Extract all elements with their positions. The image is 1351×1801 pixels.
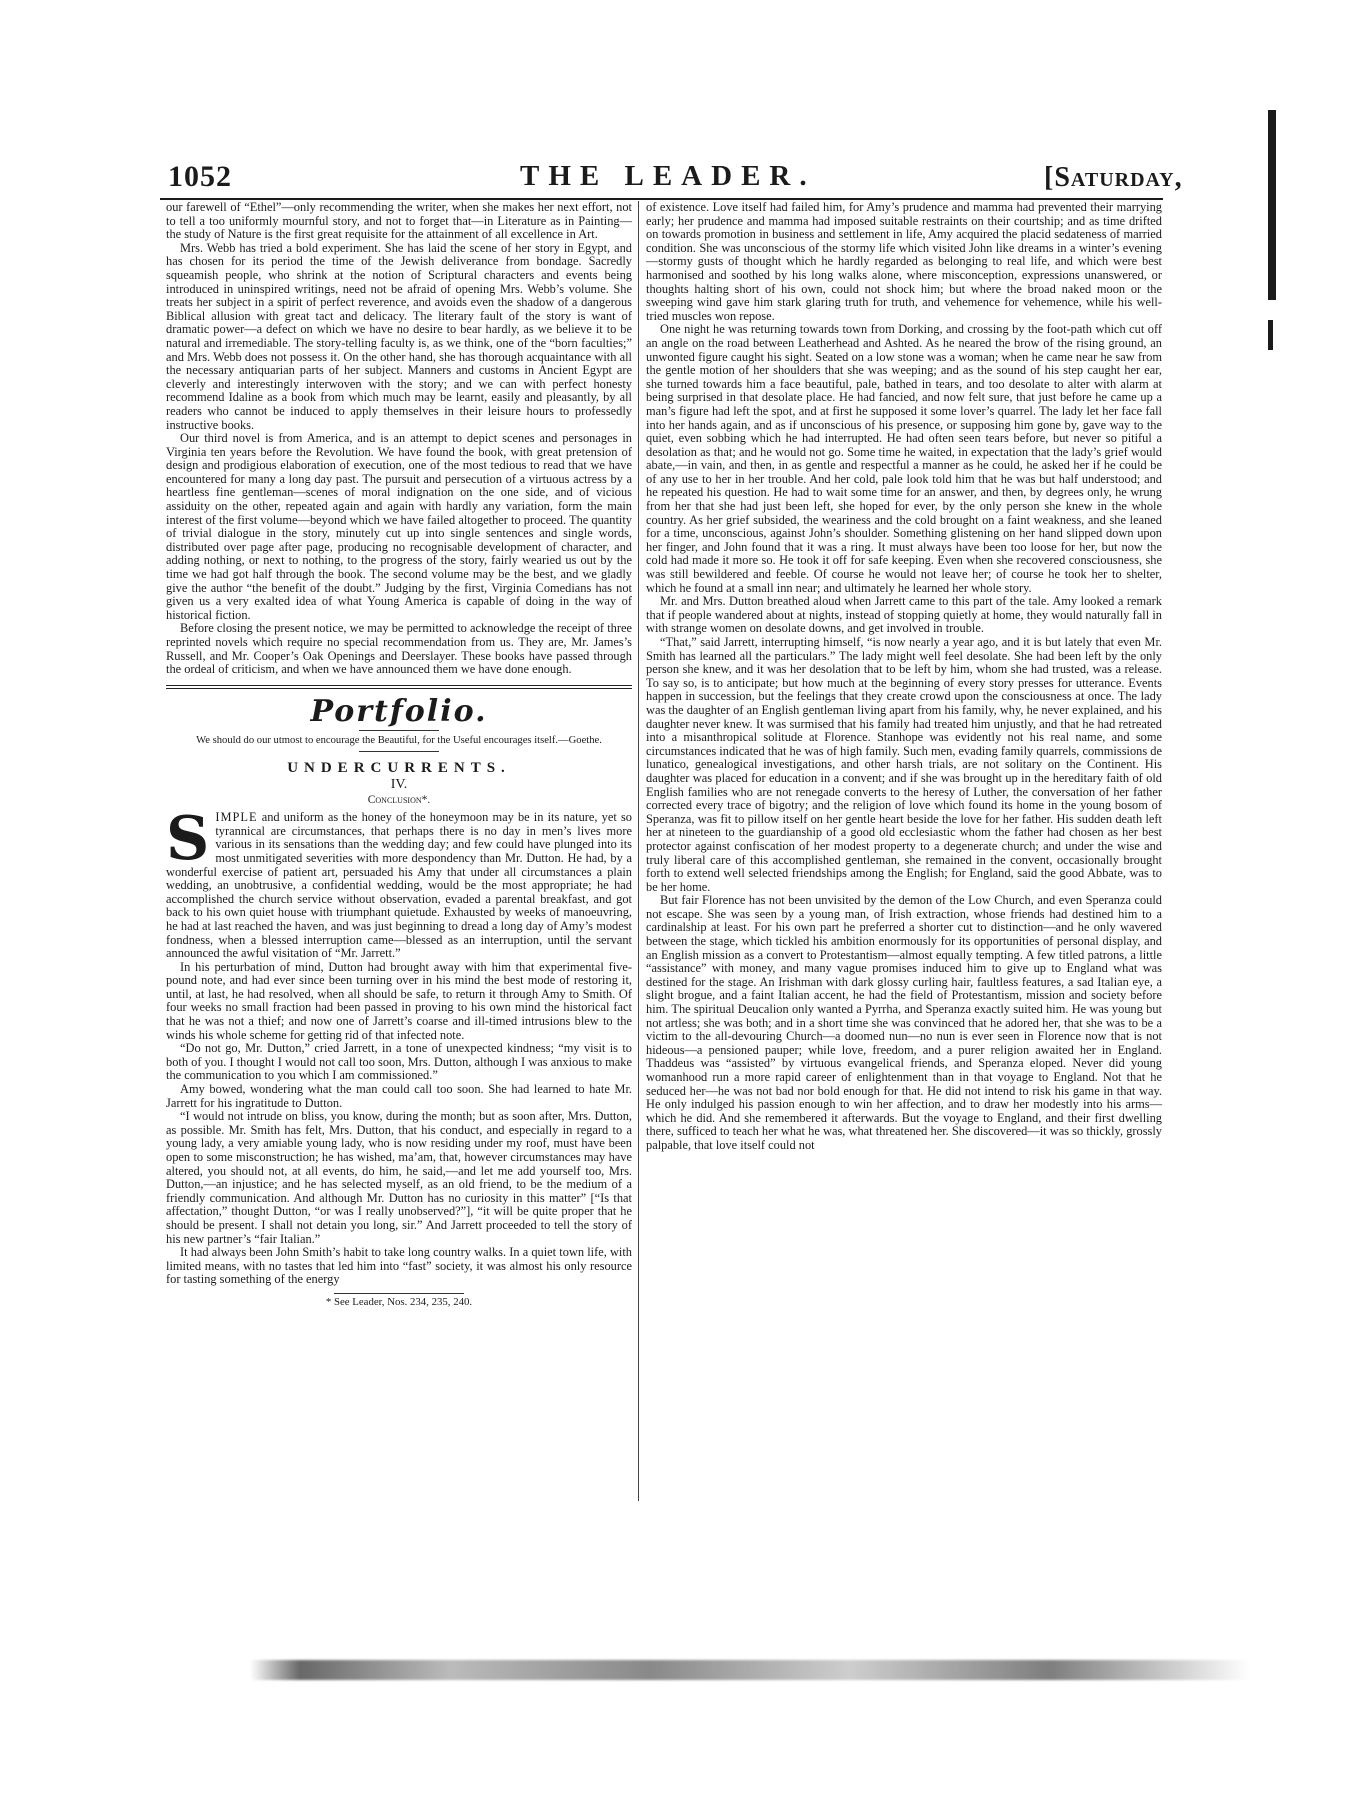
footnote: * See Leader, Nos. 234, 235, 240. [325, 1295, 473, 1308]
footnote-rule [334, 1293, 464, 1294]
right-paragraph-3: Mr. and Mrs. Dutton breathed aloud when Jarrett came to this part of the tale. Amy looked a remark that if people wandered about at nights, instead of stopping quietly at home, they would naturally fall in with strange women on desolate downs, and get involved in trouble. [646, 594, 1162, 636]
opening-text: and uniform as the honey of the honeymoon may be in its nature, yet so tyrannical are circumstances, that perhaps there is no day in men’s lives more various in its sensations than the wedding day; and few could have plunged into its most unmitigated severities with more despondency than Mr. Dutton. He had, by a wonderful exercise of patient art, persuaded his Amy that under all circumstances a plain wedding, an unobtrusive, a confidential wedding, would be the most appropriate; he had accomplished the church service without observation, evaded a parental breakfast, and got back to his own quiet house with triumphant quietude. Exhausted by weeks of manoeuvring, he had at last reached the haven, and was just beginning to dread a long day of Amy’s modest fondness, when a blessed interruption came—blessed as an interruption, until the servant announced the awful visitation of “Mr. Jarrett.” [166, 810, 632, 961]
story-paragraph-4: “I would not intrude on bliss, you know, during the month; but as soon after, Mrs. Dutton, as possible. Mr. Smith has felt, Mrs. Dutton, that his conduct, and especially in regard to a young lady, a very amiable young lady, who is now residing under my roof, must have been open to some misconstruction; he has wished, ma’am, that, however circumstances may have altered, you should not, at all events, do him, he said,—and let me add yourself too, Mrs. Dutton,—an injustice; and he has selected myself, as an old friend, to be the medium of a friendly communication. And although Mr. Dutton has no curiosity in this matter” [“Is that affectation,” thought Dutton, “or was I really unobserved?”], “it will be quite proper that he should be present. I shall not detain you long, sir.” And Jarrett proceeded to tell the story of his new partner’s “fair Italian.” [166, 1109, 632, 1246]
binding-mark [1268, 320, 1273, 350]
binding-mark [1268, 110, 1276, 300]
right-paragraph-1: of existence. Love itself had failed him, for Amy’s prudence and mamma had prevented their marrying early; her prudence and mamma had imposed suitable restraints on their courtship; and as time drifted on towards promotion in business and settlement in life, Amy acquired the placid sedateness of married condition. She was unconscious of the stormy life which visited John like dreams in a winter’s evening—stormy gusts of thought which he hardly regarded as belonging to real life, and which were best harmonised and soothed by his long walks alone, where misconception, expressions unanswered, or thoughts halting short of his own, could not shock him; but where the broad naked moon or the sweeping wind gave him stark glaring truth for truth, and vehemence for vehemence, while his well-tried muscles won repose. [646, 200, 1162, 323]
story-paragraph-1: In his perturbation of mind, Dutton had brought away with him that experimental five-pound note, and had ever since been turning over in his mind the best mode of restoring it, until, at last, he had resolved, when all should be safe, to return it through Amy to Smith. Of four weeks no small fraction had been passed in proving to his own mind the historical fact that he was not a thief; and now one of Jarrett’s coarse and ill-timed intrusions blew to the winds his whole scheme for getting rid of that infected note. [166, 959, 632, 1042]
masthead: THE LEADER. [520, 160, 816, 192]
portfolio-title: Portfolio. [310, 693, 488, 729]
section-divider [166, 685, 632, 689]
page-number: 1052 [168, 160, 232, 193]
story-title: UNDERCURRENTS. [287, 760, 511, 777]
story-paragraph-3: Amy bowed, wondering what the man could call too soon. She had learned to hate Mr. Jarrett for his ingratitude to Dutton. [166, 1082, 632, 1110]
review-paragraph-3: Our third novel is from America, and is an attempt to depict scenes and personages in Virginia ten years before the Revolution. We have found the book, with great pretension of design and prodigious elaboration of execution, one of the most tedious to read that we have encountered for many a long day past. The pursuit and persecution of a virtuous actress by a heartless fine gentleman—scenes of moral indignation on the one side, and of vicious assiduity on the other, repeated again and again with hardly any variation, form the main interest of the first volume—beyond which we have failed altogether to proceed. The quantity of trivial dialogue in the story, minutely cut up into single sentences and single words, distributed over page after page, producing no recognisable development of character, and adding nothing, or next to nothing, to the progress of the story, fairly wearied us out by the time we had got half through the book. The second volume may be the best, and we gladly give the author “the benefit of the doubt.” Judging by the first, Virginia Comedians has not given us a very exalted idea of what Young America is capable of doing in the way of historical fiction. [166, 431, 632, 622]
review-paragraph-4: Before closing the present notice, we may be permitted to acknowledge the receipt of three reprinted novels which require no special recommendation from us. They are, Mr. James’s Russell, and Mr. Cooper’s Oak Openings and Deerslayer. These books have passed through the ordeal of criticism, and when we have announced them we have done enough. [166, 621, 632, 677]
review-paragraph-2: Mrs. Webb has tried a bold experiment. She has laid the scene of her story in Egypt, and has chosen for its period the time of the Jewish deliverance from bondage. Sacredly squeamish people, who shrink at the notion of Scriptural characters and events being introduced in uninspired writings, need not be afraid of opening Mrs. Webb’s volume. She treats her subject in a spirit of perfect reverence, and avoids even the shadow of a dangerous Biblical allusion with great tact and delicacy. The literary fault of the story is want of dramatic power—a defect on which we have no desire to bear hardly, as we believe it to be natural and irremediable. The story-telling faculty is, as we think, one of the “born faculties;” and Mrs. Webb does not possess it. On the other hand, she has thorough acquaintance with all the necessary antiquarian parts of her subject. Manners and customs in Ancient Egypt are cleverly and interestingly interwoven with the story; and we can with perfect honesty recommend Idaline as a book from which much may be learnt, easily and pleasantly, by all readers who cannot be induced to apply themselves in their leisure hours to professedly instructive books. [166, 240, 632, 432]
right-column [646, 201, 1162, 1153]
title-underline [359, 730, 439, 731]
issue-day: [Saturday, [1044, 162, 1183, 193]
story-paragraph-5: It had always been John Smith’s habit to take long country walks. In a quiet town life, with limited means, with no tastes that led him into “fast” society, it was almost his only resource for tasting something of the energy [166, 1245, 632, 1287]
review-paragraph-1: our farewell of “Ethel”—only recommending the writer, when she makes her next effort, not to tell a too uniformly mournful story, and not to forget that—in Literature as in Painting—the study of Nature is the first great requisite for the attainment of all excellence in Art. [166, 200, 632, 242]
opening-caps: IMPLE [215, 810, 258, 825]
story-paragraph-2: “Do not go, Mr. Dutton,” cried Jarrett, in a tone of unexpected kindness; “my visit is to both of you. I thought I would not call too soon, Mrs. Dutton, although I was anxious to make the communication to you which I am commissioned.” [166, 1041, 632, 1083]
column-rule [638, 201, 639, 1501]
right-paragraph-5: But fair Florence has not been unvisited by the demon of the Low Church, and even Speranza could not escape. She was seen by a young man, of Irish extraction, whose friends had destined him to a cardinalship at least. For his own part he preferred a shorter cut to distinction—and he only wavered between the stage, which tickled his ambition enormously for its opportunities of personal display, and an English mission as a convert to Protestantism—almost equally tempting. A few titled patrons, a little “assistance” with money, and many vague promises induced him to give up to England what was destined for the stage. An Irishman with dark glossy curling hair, faultless features, a sad Italian eye, a slight brogue, and a faint Italian accent, he had the field of Protestantism, mission and society before him. The spiritual Deucalion only wanted a Pyrrha, and Speranza exactly suited him. He was young but not artless; she was both; and in a short time she was convinced that he adored her, that she was to be a victim to the all-devouring Church—a doomed nun—no nun is ever seen in Florence now that is not hideous—a pensioned pauper; while love, freedom, and a purer religion awaited her in England. Thaddeus was “assisted” by virtuous evangelical friends, and Speranza eloped. Never did young womanhood run a more rapid career of enlightenment than in that voyage to England. Not that he seduced her—he was not bad nor bold enough for that. He did not intend to risk his game in that way. He only indulged his passion enough to win her affection, and to draw her modestly into his arms—which he did. And she remembered it afterwards. But the voyage to England, and their first dwelling there, sufficed to teach her what he was, what threatened her. She discovered—it was so thickly, grossly palpable, that love itself could not [646, 893, 1162, 1152]
right-paragraph-4: “That,” said Jarrett, interrupting himself, “is now nearly a year ago, and it is but lately that even Mr. Smith has learned all the particulars.” The lady might well feel desolate. She had been left by the only person she knew, and it was her desolation that to be left by him, whom she had trusted, was a release. To say so, is to anticipate; but how much at the beginning of every story presses for utterance. Events happen in succession, but the feelings that they create crowd upon the consciousness at once. The lady was the daughter of an English gentleman living apart from his family, why, he never explained, and his daughter never knew. It was surmised that his family had treated him unjustly, and that he had retreated into a misanthropical solitude at Florence. Stanhope was evidently not his real name, and some circumstances indicated that he was of high family. Such men, evading family quarrels, commissions de lunatico, genealogical investigations, and other harsh trials, are not solitary on the Continent. His daughter was placed for education in a convent; and if she was brought up in the hereditary faith of old English families who are not renegade converts to the heresy of Luther, the conversation of her father corrected every trace of bigotry; and the religion of love which found its home in the young bosom of Speranza, was fit to pillow itself on her gentle heart beside the love for her father. His sudden death left her at nineteen to the guardianship of a good old ecclesiastic whom the father had chosen as her best protector against confiscation of her modest property to a degenerate church; and under the wise and truly liberal care of this accomplished gentleman, she remained in the convent, occasionally brought forth to extend well selected friendships among the English; for England, said the good Abbate, was to be her home. [646, 635, 1162, 894]
motto-rule [359, 751, 439, 752]
story-opening-paragraph [166, 804, 632, 961]
scan-smear [250, 1660, 1250, 1680]
motto: We should do our utmost to encourage the Beautiful, for the Useful encourages itself.—Goethe. [196, 735, 602, 747]
conclusion-label: Conclusion*. [367, 793, 431, 806]
chapter-number: IV. [390, 776, 408, 792]
left-column [166, 201, 632, 1310]
right-paragraph-2: One night he was returning towards town from Dorking, and crossing by the foot-path which cut off an angle on the road between Leatherhead and Ashted. As he neared the brow of the rising ground, an unwonted figure caught his sight. Seated on a low stone was a woman; when he came near he saw from the gentle motion of her shoulders that she was weeping; and as the sound of his step caught her ear, she turned towards him a face beautiful, pale, bathed in tears, and too desolate to alter with alarm at being surprised in that desolate place. He had fancied, and now felt sure, that just before he came up a man’s figure had left the spot, and at first he supposed it some lover’s quarrel. The lady let her face fall into her hands again, and as if unconscious of his presence, or supposing him gone by, gave way to the quiet, even sobbing which he had interrupted. He had often seen tears before, but never so pitiful a desolation as that; and he would not go. Some time he waited, in expectation that the lady’s grief would abate,—in vain, and then, in as gentle and respectful a manner as he could, he asked her if he could be of any use to her in her trouble. And her cold, pale look told him that he was but half understood; and he repeated his question. He had to wait some time for an answer, and then, by degrees only, he wrung from her that she had just been left, she hoped for ever, by the only person she knew in the whole country. As her grief subsided, the weariness and the cold brought on a faint weakness, and she leaned for a time, unconscious, against John’s shoulder. Something glistening on her hand slipped down upon her finger, and John found that it was a ring. It must always have been too loose for her, but now the cold had made it more so. He took it off for safe keeping. Even when she recovered consciousness, she was still bewildered and feeble. Of course he would not leave her; of course he took her to shelter, which he found at a small inn near; and ultimately he learned her whole story. [646, 322, 1162, 595]
drop-cap: S [166, 804, 210, 875]
